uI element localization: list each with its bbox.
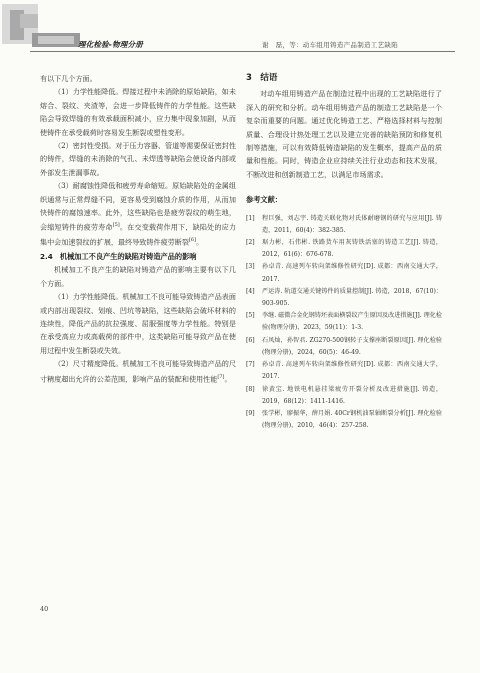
paragraph: 有以下几个方面。 [40,74,97,83]
citation: [6] [188,237,197,244]
paragraph: （1）力学性能降低。机械加工不良可能导致铸造产品表面或内部出现裂纹、划痕、凹坑等缺陷，这些缺陷会破坏材料的连续性，降低产品的抗拉强度、屈服强度等力学性能。特别是在承受高应力或高载荷的部件中，这类缺陷可能导致产品在使用过程中发生断裂或失效。 [40,292,236,355]
references-heading: 参考文献： [246,195,282,205]
page-number: 40 [40,605,49,613]
reference-text: 程巨强，刘志宇. 铸造关联化物对氏体耐磨钢的研究与应用[J]. 铸造，2011，60(4)：382-385. [262,214,442,234]
paragraph: 机械加工不良产生的缺陷对铸造产品的影响主要有以下几个方面。 [40,265,236,288]
reference-number: [9] [246,409,255,417]
left-column [40,72,236,385]
reference-text: 严运涛. 轨道交通关键铸件的质量控制[J]. 铸造，2018，67(10)：903-905. [262,287,442,308]
reference-text: 琚力彬，石伟彬. 铁路货车用灰铸铁活塞的铸造工艺[J]. 铸造，2012，61(6)：676-678. [262,239,442,259]
paragraph [40,179,236,249]
citation: [7] [217,373,225,380]
logo-bar [32,33,80,47]
section-heading: 3 结语 [246,73,278,83]
reference-number: [7] [246,361,255,369]
reference-number: [6] [246,336,255,344]
reference-text: 徐黄宝. 地铁电机悬挂梁疲劳开裂分析及改进措施[J]. 铸造，2019，68(12)：1411-1416. [262,385,442,405]
paragraph-text: 。 [224,374,232,384]
paragraph [40,357,236,385]
reference-item [246,335,442,359]
paragraph-text: 。 [196,237,204,247]
reference-number: [1] [246,214,255,222]
reference-number: [3] [246,263,255,271]
paragraph: 对动车组用铸造产品在制造过程中出现的工艺缺陷进行了深入的研究和分析。动车组用铸造产品的制造工艺缺陷是一个复杂而重要的问题。通过优化铸造工艺、严格选择材料与控制质量、合理设计热处理工艺以及建立完善的缺陷预防和修复机制等措施，可以有效降低铸造缺陷的发生概率，提高产品的质量和性能。同时，铸造企业应持续关注行业动态和技术发展，不断改进和创新制造工艺，以满足市场需求。 [246,89,442,179]
right-column [246,72,442,432]
paragraph: （2）密封性受损。对于压力容器、管道等需要保证密封性的铸件，焊缝的未消除的气孔、未焊透等缺陷会使设备内部或外部发生泄漏事故。 [40,141,236,177]
reference-item [246,359,442,383]
reference-number: [8] [246,385,255,393]
reference-text: 张学彬，廖振华，薛月娟. 40Cr钢机油泵轴断裂分析[J]. 理化检验(物理分册)，2010，46(4)：257-258. [262,409,442,430]
reference-text: 孙卓青. 高速列车转向架维修性研究[D]. 成都：西南交通大学，2017. [262,263,442,283]
reference-item [246,213,442,237]
reference-number: [2] [246,239,255,247]
page-header [0,0,480,50]
running-head: 谢 磊，等：动车组用铸造产品制造工艺缺陷 [262,41,398,49]
citation: [5] [112,222,120,229]
reference-item [246,261,442,285]
reference-item [246,310,442,334]
reference-item [246,286,442,310]
paragraph-text: 。在交变载荷作用下，缺陷处的应力集中会加速裂纹的扩展，最终导致铸件疲劳断裂 [40,222,236,247]
reference-list [246,213,442,433]
reference-item [246,384,442,408]
reference-number: [5] [246,312,255,320]
reference-text: 李继. 磁微合金化钢铸坯表面横裂纹产生原因及改进措施[J]. 理化检验(物理分册)，2023，59(11)：1-3. [262,312,442,332]
reference-item [246,237,442,261]
paragraph: （1）力学性能降低。焊接过程中未消除的原始缺陷，如未熔合、裂纹、夹渣等，会进一步降低铸件的力学性能。这些缺陷会导致焊缝的有效承载面积减小，应力集中现象加剧，从而使铸件在承受载荷时容易发生断裂或塑性变形。 [40,87,236,137]
paragraph-text: （3）耐腐蚀性降低和疲劳寿命缩短。原始缺陷处的金属组织通常与正常焊缝不同，更容易受到腐蚀介质的作用，从而加快铸件的腐蚀速率。此外，这些缺陷也是疲劳裂纹的萌生地，会缩短铸件的疲劳寿命 [40,181,236,232]
reference-number: [4] [246,287,255,295]
reference-item [246,408,442,432]
header-divider [30,51,455,52]
subsection-heading: 2.4 机械加工不良产生的缺陷对铸造产品的影响 [40,252,197,261]
reference-text: 石凤灿，孙智君. ZG270-500钢转子支撑座断裂原因[J]. 理化检验(物理分册)，2024，60(5)：46-49. [262,336,442,356]
journal-name: 理化检验-物理分册 [78,40,143,49]
reference-text: 孙卓青. 高速列车转向架维修性研究[D]. 成都：西南交通大学，2017. [262,361,442,381]
paragraph-text: （2）尺寸精度降低。机械加工不良可能导致铸造产品的尺寸精度超出允许的公差范围，影响产品的装配和使用性能 [40,359,236,384]
